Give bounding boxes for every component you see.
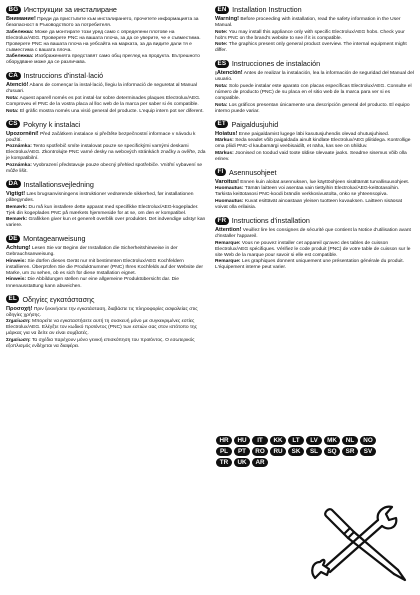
section-title: Инструкции за инсталиране [23, 5, 117, 14]
language-pill: NO [360, 436, 376, 445]
language-row [216, 458, 414, 467]
language-pill: UK [234, 458, 250, 467]
language-badge: ES [215, 60, 229, 68]
screwdriver-wrench-icon [306, 496, 416, 586]
language-pill: HU [234, 436, 250, 445]
section-header [215, 167, 416, 178]
note-paragraph: Σημείωση: Μπορείτε να εγκαταστήσετε αυτή τη συσκευή μόνο με συγκεκριμένες εστίες Electrolux/AEG. Ελέγξτε τον κωδικό προϊόντος (PNC) των εστιών σας στον ιστότοπο της μάρκας για να δείτε αν είναι συμβατές. [6, 319, 197, 337]
language-badge: DA [6, 180, 21, 188]
language-badge: CS [6, 120, 20, 128]
language-badge: CA [6, 72, 21, 80]
note-paragraph: Забележка: Изображенията представят само общ преглед на продукта. Вътрешното оборудване може да се различава. [6, 54, 200, 66]
section-header [6, 179, 207, 190]
warning-paragraph: Hoiatus! Enne paigaldamist lugege läbi kasutusjuhendis olevad ohutusjuhised. [215, 130, 390, 137]
language-pill: PL [216, 447, 232, 456]
language-pill: HR [216, 436, 232, 445]
note-paragraph: Bemærk: Du må kun installere dette apparat med specifikke Electrolux/AEG-kogeplader. Tjek din kogeplades PNC på mærkets hjemmeside for at se, om den er kompatibel. [6, 204, 199, 216]
section-en [215, 4, 416, 54]
warning-paragraph: Achtung! Lesen Sie vor Beginn der Installation die Sicherheitshinweise in der Gebrauchsanweisung. [6, 245, 178, 258]
warning-paragraph: Upozornění! Před začátkem instalace si přečtěte bezpečnostní informace v návodu k použití. [6, 130, 196, 143]
note-paragraph: Remarque: Les graphiques donnent uniquement une présentation générale du produit. L'équipement interne peut varier. [215, 259, 404, 271]
warning-paragraph: Warning! Before proceeding with installation, read the safety information in the User Manual. [215, 16, 401, 29]
note-paragraph: Note: The graphics present only general product overview. The internal equipment might differ. [215, 42, 407, 54]
section-title: Instrucciones de instalación [231, 59, 321, 69]
language-pill: NL [342, 436, 358, 445]
language-pill: SL [306, 447, 322, 456]
section-el [6, 294, 207, 350]
section-header [215, 58, 416, 69]
section-cs [6, 119, 207, 175]
note-paragraph: Bemærk: Grafikken giver kun et generelt overblik over produktet. Det indvendige udstyr kan variere. [6, 217, 206, 229]
section-header [6, 4, 207, 15]
section-header [6, 233, 207, 244]
warning-paragraph: Atenció! Abans de començar la instal·lació, llegiu la informació de seguretat al Manual d'usuari. [6, 82, 197, 95]
section-fi [215, 167, 416, 211]
note-paragraph: Hinweis: Sie dürfen dieses Gerät nur mit bestimmten Electrolux/AEG Kochfeldern installieren. Überprüfen Sie die Produktnummer (PNC) Ihres Kochfelds auf der Website der Marke, um zu sehen, ob es sich für diese Installation eignet. [6, 258, 203, 276]
section-header [215, 215, 416, 226]
section-es [215, 58, 416, 114]
language-pill: SR [342, 447, 358, 456]
section-title: Installation Instruction [232, 5, 302, 14]
language-row [216, 436, 414, 445]
warning-paragraph: Внимание! Преди да пристъпите към инсталирането, прочетете информацията за безопасност в Ръководството за потребителя. [6, 16, 199, 29]
language-badge: ET [215, 120, 228, 128]
note-paragraph: Märkus: Seda seadet võib paigaldada ainult kindlate Electrolux/AEG pliitidega. Kontrollige oma pliidi PNC-d kaubamärgi veebisaidilt, et näha, kas see on ühilduv. [215, 138, 411, 150]
section-header [215, 119, 416, 130]
language-pill: SK [288, 447, 304, 456]
section-title: Pokyny k instalaci [23, 119, 81, 129]
warning-paragraph: Attention! Veuillez lire les consignes de sécurité que contient la Notice d'utilisation avant d'installer l'appareil. [215, 227, 411, 240]
note-paragraph: Märkus: Joonised on toodud vaid toote üldise ülevaate jaoks. Seadme sisemus võib olla erinev. [215, 150, 407, 162]
section-fr [215, 215, 416, 271]
language-pill: SV [360, 447, 376, 456]
note-paragraph: Σημείωση: Τα σχέδια παρέχουν μόνο γενική επισκόπηση του προϊόντος. Ο εσωτερικός εξοπλισμός ενδέχεται να διαφέρει. [6, 337, 195, 349]
language-pill: LV [306, 436, 322, 445]
note-paragraph: Nota: Solo puede instalar este aparato con placas específicas Electrolux/AEG. Consulte el número de producto (PNC) de su placa en el sitio web de la marca para ver si es compatible. [215, 83, 412, 101]
section-et [215, 119, 416, 163]
language-badge: FI [215, 168, 226, 176]
language-pill: MK [324, 436, 340, 445]
language-row [216, 447, 414, 456]
section-header [215, 4, 416, 15]
section-da [6, 179, 207, 229]
language-pill: LT [288, 436, 304, 445]
warning-paragraph: Varoitus! Ennen kuin aloitat asennuksen, lue käyttöohjeen sisältämät turvallisuusohjeet. [215, 178, 410, 185]
language-pill: RU [270, 447, 286, 456]
section-title: Montageanweisung [23, 234, 86, 244]
language-pill: PT [234, 447, 250, 456]
section-title: Paigaldusjuhid [231, 119, 279, 129]
note-paragraph: Poznámka: Vyobrazení představuje pouze obecný přehled spotřebiče. Vnitřní vybavení se může lišit. [6, 162, 203, 174]
section-bg [6, 4, 207, 66]
section-title: Instruccions d'instal·lació [23, 71, 104, 81]
note-paragraph: Забележка: Може да монтирате този уред само с определени плотове на Electrolux/AEG. Проверете PNC на вашата плоча, за да се уверите, че е съвместима. Проверете PNC на вашата плоча на уебсайта на марката, за да видите дали тя е съвместима с вашата плоча. [6, 29, 201, 53]
left-column [6, 4, 207, 354]
section-title: Asennusohjeet [229, 167, 277, 177]
warning-paragraph: Vigtigt! Læs brugsanvisningens instruktioner vedrørende sikkerhed, før installationen påbegyndes. [6, 190, 194, 203]
other-languages [216, 436, 414, 469]
note-paragraph: Huomautus: Kuvat esittävät ainoastaan yleisen tuotteen kuvauksen. Laitteen sisäosat voivat olla erilaisia. [215, 198, 403, 211]
language-pill: RO [252, 447, 268, 456]
right-column [215, 4, 416, 275]
note-paragraph: Poznámka: Tento spotřebič smíte instalovat pouze se specifickými varnými deskami Electrolux/AEG. Zkontrolujte PNC varné desky na webových stránkách značky a ověřte, zda je kompatibilní. [6, 144, 206, 162]
section-header [6, 294, 207, 305]
note-paragraph: Remarque: Vous ne pouvez installer cet appareil qu'avec des tables de cuisson Electrolux/AEG spécifiques. Vérifiez le code produit (PNC) de votre table de cuisson sur le site Web de la marque pour savoir si elle est compatible. [215, 240, 411, 258]
section-title: Installationsvejledning [23, 179, 94, 189]
language-pill: AR [252, 458, 268, 467]
language-pill: SQ [324, 447, 340, 456]
note-paragraph: Nota: Aquest aparell només es pot instal·lar sobre determinades plaques Electrolux/AEG. Comproveu el PNC de la vostra placa al lloc web de la marca per saber si és compatible. [6, 95, 201, 108]
note-paragraph: Huomautus: Tämän laitteen voi asentaa vain tiettyihin Electrolux/AEG-keittotasoihin. Tarkista keittotasosi PNC-koodi brändin verkkosivustolta, onko se yhteensopiva. [215, 186, 400, 198]
language-badge: EN [215, 6, 229, 14]
note-paragraph: Nota: El gràfic mostra només una visió general del producte. L'equip intern pot ser diferent. [6, 108, 204, 114]
section-title: Οδηγίες εγκατάστασης [22, 294, 95, 304]
language-pill: KK [270, 436, 286, 445]
section-de [6, 233, 207, 289]
language-pill: TR [216, 458, 232, 467]
warning-paragraph: ¡Atención! Antes de realizar la instalación, lea la información de seguridad del Manual del usuario. [215, 70, 414, 83]
language-pill: IT [252, 436, 268, 445]
warning-paragraph: Προσοχή! Πριν ξεκινήσετε την εγκατάσταση, διαβάστε τις πληροφορίες ασφαλείας στις οδηγίες χρήσης. [6, 305, 198, 318]
note-paragraph: Note: You may install this appliance only with specific Electrolux/AEG hobs. Check your hob's PNC on the brand's website to see if it is compatible. [215, 29, 405, 41]
section-ca [6, 70, 207, 114]
language-badge: DE [6, 235, 20, 243]
note-paragraph: Nota: Los gráficos presentan únicamente una descripción general del producto. El equipo interno puede variar. [215, 102, 410, 114]
language-badge: BG [6, 6, 21, 14]
language-badge: EL [6, 295, 19, 303]
note-paragraph: Hinweis: Die Abbildungen stellen nur eine allgemeine Produktübersicht dar. Die Innenausstattung kann abweichen. [6, 277, 179, 289]
section-header [6, 70, 207, 81]
section-header [6, 119, 207, 130]
section-title: Instructions d'installation [231, 216, 310, 226]
language-badge: FR [215, 217, 229, 225]
